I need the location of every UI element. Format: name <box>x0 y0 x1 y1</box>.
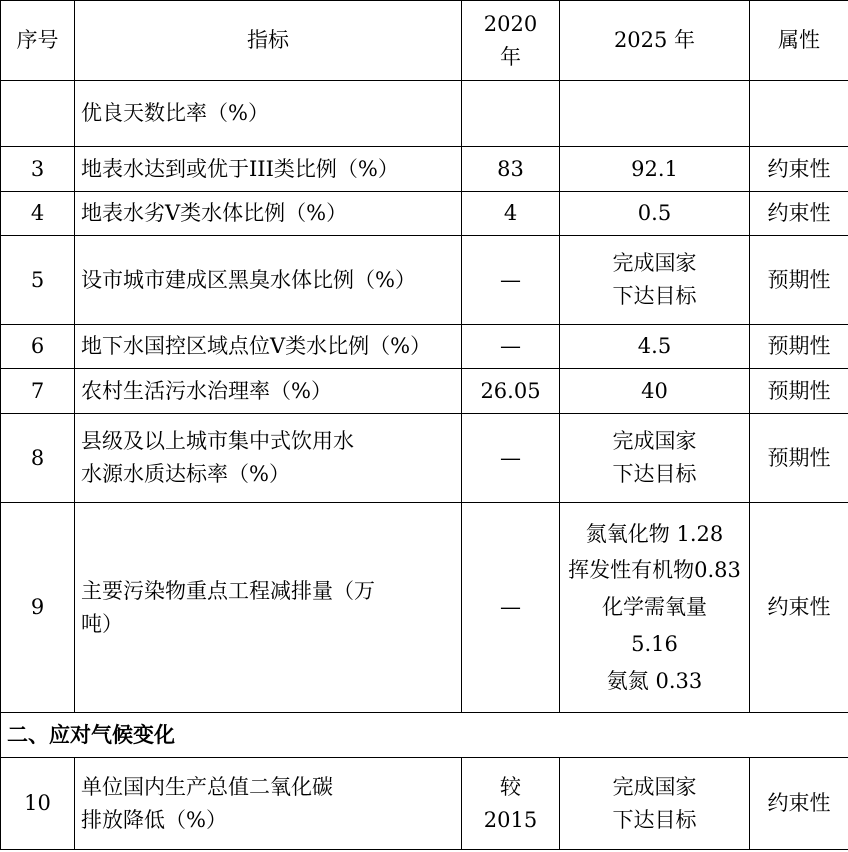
row-attr: 预期性 <box>750 369 848 414</box>
row-indicator <box>75 192 462 236</box>
row-indicator <box>75 325 462 369</box>
row-attr: 约束性 <box>750 758 848 850</box>
header-no: 序号 <box>1 1 75 81</box>
indicator-line: 单位国内生产总值二氧化碳 <box>81 774 333 799</box>
indicator-line: 设市城市建成区黑臭水体比例（%） <box>81 267 416 292</box>
row-indicator <box>75 503 462 713</box>
table-row <box>1 147 848 192</box>
header-attr: 属性 <box>750 1 848 81</box>
row-2020: — <box>462 236 560 325</box>
row-2020: — <box>462 325 560 369</box>
row-indicator <box>75 414 462 503</box>
table-row <box>1 758 848 850</box>
row-2025 <box>560 81 750 147</box>
row-no: 7 <box>1 369 75 414</box>
row-no: 3 <box>1 147 75 192</box>
row-2020: — <box>462 503 560 713</box>
indicator-line: 吨） <box>81 611 123 636</box>
indicator-line: 优良天数比率（%） <box>81 101 269 126</box>
row-no <box>1 81 75 147</box>
row-no: 5 <box>1 236 75 325</box>
row-attr: 预期性 <box>750 414 848 503</box>
row-no: 4 <box>1 192 75 236</box>
row-attr: 约束性 <box>750 503 848 713</box>
row-2025: 0.5 <box>560 192 750 236</box>
row-2020 <box>462 81 560 147</box>
header-2020-line: 年 <box>500 44 521 69</box>
row-2025: 40 <box>560 369 750 414</box>
table-row <box>1 81 848 147</box>
row-2020: — <box>462 414 560 503</box>
row-2025: 92.1 <box>560 147 750 192</box>
row-attr: 约束性 <box>750 147 848 192</box>
row-attr <box>750 81 848 147</box>
indicator-line: 地下水国控区域点位V类水比例（%） <box>81 334 432 359</box>
indicator-line: 地表水劣V类水体比例（%） <box>81 201 348 226</box>
row-2025: 4.5 <box>560 325 750 369</box>
section-row <box>1 713 848 758</box>
baseline-line: 2015 <box>483 807 538 832</box>
indicator-line: 主要污染物重点工程减排量（万 <box>81 578 375 603</box>
target-line: 下达目标 <box>612 284 697 308</box>
row-2025 <box>560 236 750 325</box>
target-line: 挥发性有机物0.83 <box>568 558 741 583</box>
row-no: 10 <box>1 758 75 850</box>
target-line: 下达目标 <box>612 807 697 832</box>
header-2020 <box>462 1 560 81</box>
indicator-line: 地表水达到或优于III类比例（%） <box>81 156 399 181</box>
target-line: 完成国家 <box>612 774 697 799</box>
header-2025: 2025 年 <box>560 1 750 81</box>
row-2020: 4 <box>462 192 560 236</box>
indicator-line: 县级及以上城市集中式饮用水 <box>81 429 354 454</box>
row-indicator <box>75 236 462 325</box>
row-indicator <box>75 81 462 147</box>
table-row <box>1 325 848 369</box>
target-line: 氨氮 0.33 <box>606 668 703 693</box>
row-indicator <box>75 147 462 192</box>
target-line: 氮氧化物 1.28 <box>585 521 724 546</box>
table-row <box>1 414 848 503</box>
table-row <box>1 369 848 414</box>
target-line: 完成国家 <box>612 251 697 276</box>
row-indicator <box>75 758 462 850</box>
row-2020: 26.05 <box>462 369 560 414</box>
target-line: 5.16 <box>631 631 678 656</box>
row-2025 <box>560 414 750 503</box>
row-2025 <box>560 503 750 713</box>
target-line: 下达目标 <box>612 462 697 486</box>
row-attr: 预期性 <box>750 325 848 369</box>
header-row <box>1 1 848 81</box>
row-attr: 约束性 <box>750 192 848 236</box>
row-indicator <box>75 369 462 414</box>
target-line: 完成国家 <box>612 429 697 454</box>
row-2020: 83 <box>462 147 560 192</box>
section-heading: 二、应对气候变化 <box>1 713 848 758</box>
header-indicator: 指标 <box>75 1 462 81</box>
row-2025 <box>560 758 750 850</box>
baseline-line: 较 <box>500 774 521 799</box>
indicator-line: 水源水质达标率（%） <box>81 462 290 486</box>
table-row <box>1 192 848 236</box>
target-line: 化学需氧量 <box>602 595 707 620</box>
header-2020-line: 2020 <box>483 11 538 36</box>
row-no: 6 <box>1 325 75 369</box>
row-2020 <box>462 758 560 850</box>
row-attr: 预期性 <box>750 236 848 325</box>
row-no: 9 <box>1 503 75 713</box>
indicator-line: 农村生活污水治理率（%） <box>81 378 332 403</box>
table-row <box>1 236 848 325</box>
table-row <box>1 503 848 713</box>
indicator-line: 排放降低（%） <box>81 807 227 832</box>
row-no: 8 <box>1 414 75 503</box>
